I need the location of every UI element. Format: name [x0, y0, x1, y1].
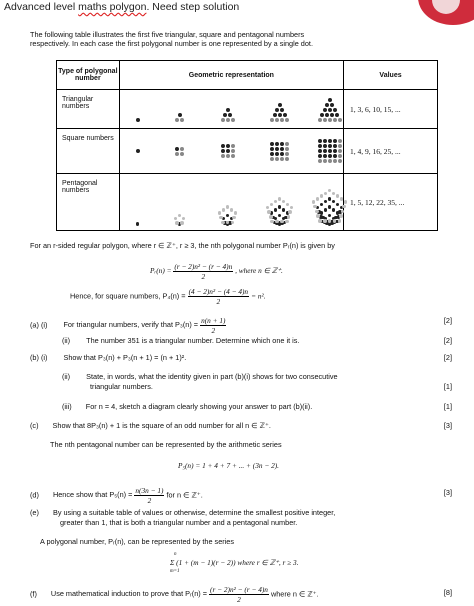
title-prefix: Advanced level [4, 1, 79, 13]
dot [282, 200, 286, 204]
dot [226, 149, 230, 153]
intro-line-2: respectively. In each case the first polygonal number is one represented by a single dot. [30, 39, 313, 48]
dot [285, 220, 289, 224]
dot [338, 154, 342, 158]
dot [338, 219, 342, 223]
dot [273, 113, 277, 117]
dot [270, 152, 274, 156]
f-tail: where n ∈ ℤ⁺. [270, 589, 319, 599]
dot [136, 149, 140, 153]
dot [328, 144, 332, 148]
dot [221, 154, 225, 158]
mark-b-iii: [1] [443, 402, 452, 411]
d-den: 2 [147, 496, 152, 505]
dot [226, 205, 230, 209]
dot [320, 113, 324, 117]
dot [323, 108, 327, 112]
dot [318, 154, 322, 158]
dot [330, 113, 334, 117]
text-e-2: greater than 1, that is both a triangular number and a pentagonal number. [60, 518, 298, 527]
text-b-i: Show that P₃(n) + P₃(n + 1) = (n + 1)². [63, 353, 187, 362]
dot [325, 103, 329, 107]
dot [180, 118, 184, 122]
dot [323, 159, 327, 163]
dot [280, 118, 284, 122]
dot [278, 197, 282, 201]
dot [333, 118, 337, 122]
dot [231, 149, 235, 153]
question-c [30, 421, 271, 430]
header-bar [0, 0, 474, 17]
dot [323, 139, 327, 143]
dot [175, 152, 179, 156]
question-d [30, 486, 203, 505]
dot [221, 118, 225, 122]
label-a-ii: (ii) [62, 336, 71, 345]
dot [323, 144, 327, 148]
dot [234, 211, 238, 215]
question-b-iii [62, 402, 312, 411]
text-a-ii: The number 351 is a triangular number. Determine which one it is. [86, 336, 300, 345]
dot [323, 118, 327, 122]
dot [328, 139, 332, 143]
text-b-ii-2: triangular numbers. [90, 382, 153, 391]
dot [328, 108, 332, 112]
dot [318, 118, 322, 122]
text-b-ii-1: State, in words, what the identity given in part (b)(i) shows for two consecutive [86, 372, 338, 381]
dot [226, 118, 230, 122]
header-geometric: Geometric representation [119, 61, 343, 90]
dot [280, 147, 284, 151]
dot [285, 147, 289, 151]
dot [174, 217, 178, 221]
question-f [30, 585, 319, 604]
d-fraction [134, 486, 164, 505]
dot [270, 147, 274, 151]
row-square-label: Square numbers [57, 129, 120, 174]
dot [269, 215, 273, 219]
label-b-iii: (iii) [62, 402, 72, 411]
text-d: Hence show that P₅(n) = [52, 490, 133, 500]
hence-den: 2 [216, 297, 221, 306]
general-definition: For an r-sided regular polygon, where r ∈ ℤ⁺, r ≥ 3, the nth polygonal number Pᵣ(n) is given by [30, 241, 335, 250]
dot [340, 197, 344, 201]
dot [338, 144, 342, 148]
dot [275, 108, 279, 112]
mark-b-i: [2] [443, 353, 452, 362]
dot [231, 154, 235, 158]
dot [339, 214, 343, 218]
f-fraction [209, 585, 269, 604]
dot [285, 142, 289, 146]
d-tail: for n ∈ ℤ⁺. [166, 490, 203, 500]
dot [332, 200, 336, 204]
dot [226, 108, 230, 112]
dot [230, 208, 234, 212]
dot [328, 214, 332, 218]
dot [222, 208, 226, 212]
dot [270, 118, 274, 122]
dot [180, 147, 184, 151]
dot [288, 210, 292, 214]
dot [270, 142, 274, 146]
dot [316, 214, 320, 218]
dot [232, 216, 236, 220]
dot [275, 147, 279, 151]
row-triangular-label: Triangular numbers [57, 90, 120, 129]
sum-expression: Σ (1 + (m − 1)(r − 2)) where r ∈ ℤ⁺, r ≥ 3. [170, 558, 299, 567]
dot [336, 203, 340, 207]
question-e [30, 508, 335, 517]
dot [333, 219, 337, 223]
dot [280, 142, 284, 146]
dot [338, 159, 342, 163]
dot [275, 118, 279, 122]
label-b-i: (b) (i) [30, 353, 48, 362]
dot [333, 139, 337, 143]
hence-tail: = n². [251, 291, 266, 301]
polygonal-series-intro: A polygonal number, Pᵣ(n), can be represented by the series [40, 537, 235, 546]
dot [333, 149, 337, 153]
page-title [4, 1, 239, 13]
label-e: (e) [30, 508, 39, 517]
triangular-dots [119, 90, 343, 129]
dot [335, 113, 339, 117]
f-num: (r − 2)n² − (r − 4)n [210, 585, 268, 594]
text-b-iii: For n = 4, sketch a diagram clearly showing your answer to part (b)(ii). [85, 402, 313, 411]
sum-formula [170, 552, 299, 574]
formula-general [150, 262, 283, 281]
dot [270, 157, 274, 161]
text-c: Show that 8P₃(n) + 1 is the square of an odd number for all n ∈ ℤ⁺. [52, 421, 271, 430]
dot [287, 215, 291, 219]
dot [136, 222, 140, 226]
dot [324, 200, 328, 204]
dot [280, 157, 284, 161]
dot [330, 103, 334, 107]
pentagonal-intro: The nth pentagonal number can be represented by the arithmetic series [50, 440, 282, 449]
question-b-ii [62, 372, 338, 381]
dot [231, 144, 235, 148]
dot [318, 219, 322, 223]
dot [226, 144, 230, 148]
dot [323, 149, 327, 153]
mark-a-i: [2] [443, 316, 452, 325]
dot [338, 149, 342, 153]
row-square-values: 1, 4, 9, 16, 25, ... [344, 129, 438, 174]
dot [221, 144, 225, 148]
dot [332, 192, 336, 196]
mark-c: [3] [443, 421, 452, 430]
formula-num: (r − 2)n² − (r − 4)n [174, 262, 233, 271]
mark-a-ii: [2] [443, 336, 452, 345]
d-num: n(3n − 1) [135, 486, 164, 495]
dot [278, 205, 282, 209]
dot [280, 152, 284, 156]
dot [221, 221, 225, 225]
header-type: Type of polygonal number [57, 61, 120, 90]
label-c: (c) [30, 421, 39, 430]
dot [323, 154, 327, 158]
hence-lhs: Hence, for square numbers, P₄(n) = [70, 291, 186, 301]
dot [175, 221, 179, 225]
dot [328, 159, 332, 163]
pentagonal-dots [119, 174, 343, 231]
text-f: Use mathematical induction to prove that Pᵣ(n) = [50, 589, 207, 599]
dot [318, 159, 322, 163]
dot [182, 217, 186, 221]
dot [333, 144, 337, 148]
dot [338, 118, 342, 122]
formula-tail: , where n ∈ ℤ⁺. [235, 266, 283, 276]
dot [218, 211, 222, 215]
dot [274, 208, 278, 212]
dot [278, 103, 282, 107]
text-e-1: By using a suitable table of values or otherwise, determine the smallest positive integer, [52, 508, 336, 517]
dot [226, 154, 230, 158]
dot [283, 113, 287, 117]
dot [312, 200, 316, 204]
dot [318, 139, 322, 143]
dot [286, 203, 290, 207]
question-b-i [30, 353, 186, 362]
dot [282, 208, 286, 212]
dot [324, 208, 328, 212]
dot [333, 154, 337, 158]
row-pentagonal-label: Pentagonal numbers [57, 174, 120, 231]
dot [274, 200, 278, 204]
dot [323, 219, 327, 223]
row-pentagonal-values: 1, 5, 12, 22, 35, ... [344, 174, 438, 231]
dot [318, 144, 322, 148]
dot [175, 147, 179, 151]
intro-line-1: The following table illustrates the first five triangular, square and pentagonal numbers [30, 30, 305, 39]
formula-den: 2 [201, 272, 206, 281]
dot [336, 194, 340, 198]
hence-fraction [188, 287, 250, 306]
a-i-num: n(n + 1) [201, 316, 226, 325]
dot [180, 152, 184, 156]
f-den: 2 [237, 595, 241, 604]
sum-upper: n [174, 552, 177, 557]
dot [290, 206, 294, 210]
dot [318, 149, 322, 153]
hence-square [70, 287, 266, 306]
dot [275, 157, 279, 161]
dot [328, 154, 332, 158]
dot [324, 192, 328, 196]
label-a-i: (a) (i) [30, 320, 48, 330]
dot [280, 108, 284, 112]
row-triangular-values: 1, 3, 6, 10, 15, ... [344, 90, 438, 129]
a-i-den: 2 [211, 326, 216, 335]
a-i-fraction [200, 316, 226, 335]
dot [328, 98, 332, 102]
label-f: (f) [30, 589, 37, 599]
dot [333, 108, 337, 112]
label-d: (d) [30, 490, 39, 500]
dot [316, 197, 320, 201]
title-suffix: . Need step solution [146, 1, 240, 13]
dot [328, 189, 332, 193]
dot [180, 221, 184, 225]
sum-lower: m=1 [170, 569, 180, 574]
dot [136, 118, 140, 122]
formula-lhs: Pᵣ(n) = [150, 266, 172, 276]
dot [315, 210, 319, 214]
dot [231, 221, 235, 225]
dot [178, 214, 182, 218]
dot [278, 214, 282, 218]
series-formula: P₅(n) = 1 + 4 + 7 + ... + (3n − 2). [178, 461, 279, 470]
intro-text [30, 30, 313, 48]
dot [325, 113, 329, 117]
dot [278, 113, 282, 117]
dot [228, 113, 232, 117]
dot [226, 214, 230, 218]
dot [328, 118, 332, 122]
dot [178, 113, 182, 117]
dot [267, 210, 271, 214]
polygon-table [56, 60, 438, 231]
dot [338, 139, 342, 143]
label-b-ii: (ii) [62, 372, 71, 381]
dot [285, 118, 289, 122]
dot [332, 208, 336, 212]
dot [275, 152, 279, 156]
hence-num: (4 − 2)n² − (4 − 4)n [188, 287, 249, 296]
dot [328, 205, 332, 209]
dot [285, 152, 289, 156]
dot [175, 118, 179, 122]
dot [285, 157, 289, 161]
dot [333, 159, 337, 163]
mark-f: [8] [443, 588, 452, 597]
mark-b-ii: [1] [443, 382, 452, 391]
question-a-ii [62, 336, 299, 345]
dot [320, 194, 324, 198]
dot [275, 142, 279, 146]
square-dots [119, 129, 343, 174]
mark-d: [3] [443, 488, 452, 497]
dot [221, 149, 225, 153]
dot [328, 197, 332, 201]
formula-fraction [173, 262, 233, 281]
dot [328, 149, 332, 153]
dot [266, 206, 270, 210]
dot [223, 113, 227, 117]
text-a-i: For triangular numbers, verify that P₃(n) = [63, 320, 199, 330]
dot [231, 118, 235, 122]
question-a-i [30, 316, 226, 335]
title-misspelled: maths polygon [78, 1, 147, 13]
dot [320, 203, 324, 207]
header-values: Values [344, 61, 438, 90]
dot [270, 203, 274, 207]
